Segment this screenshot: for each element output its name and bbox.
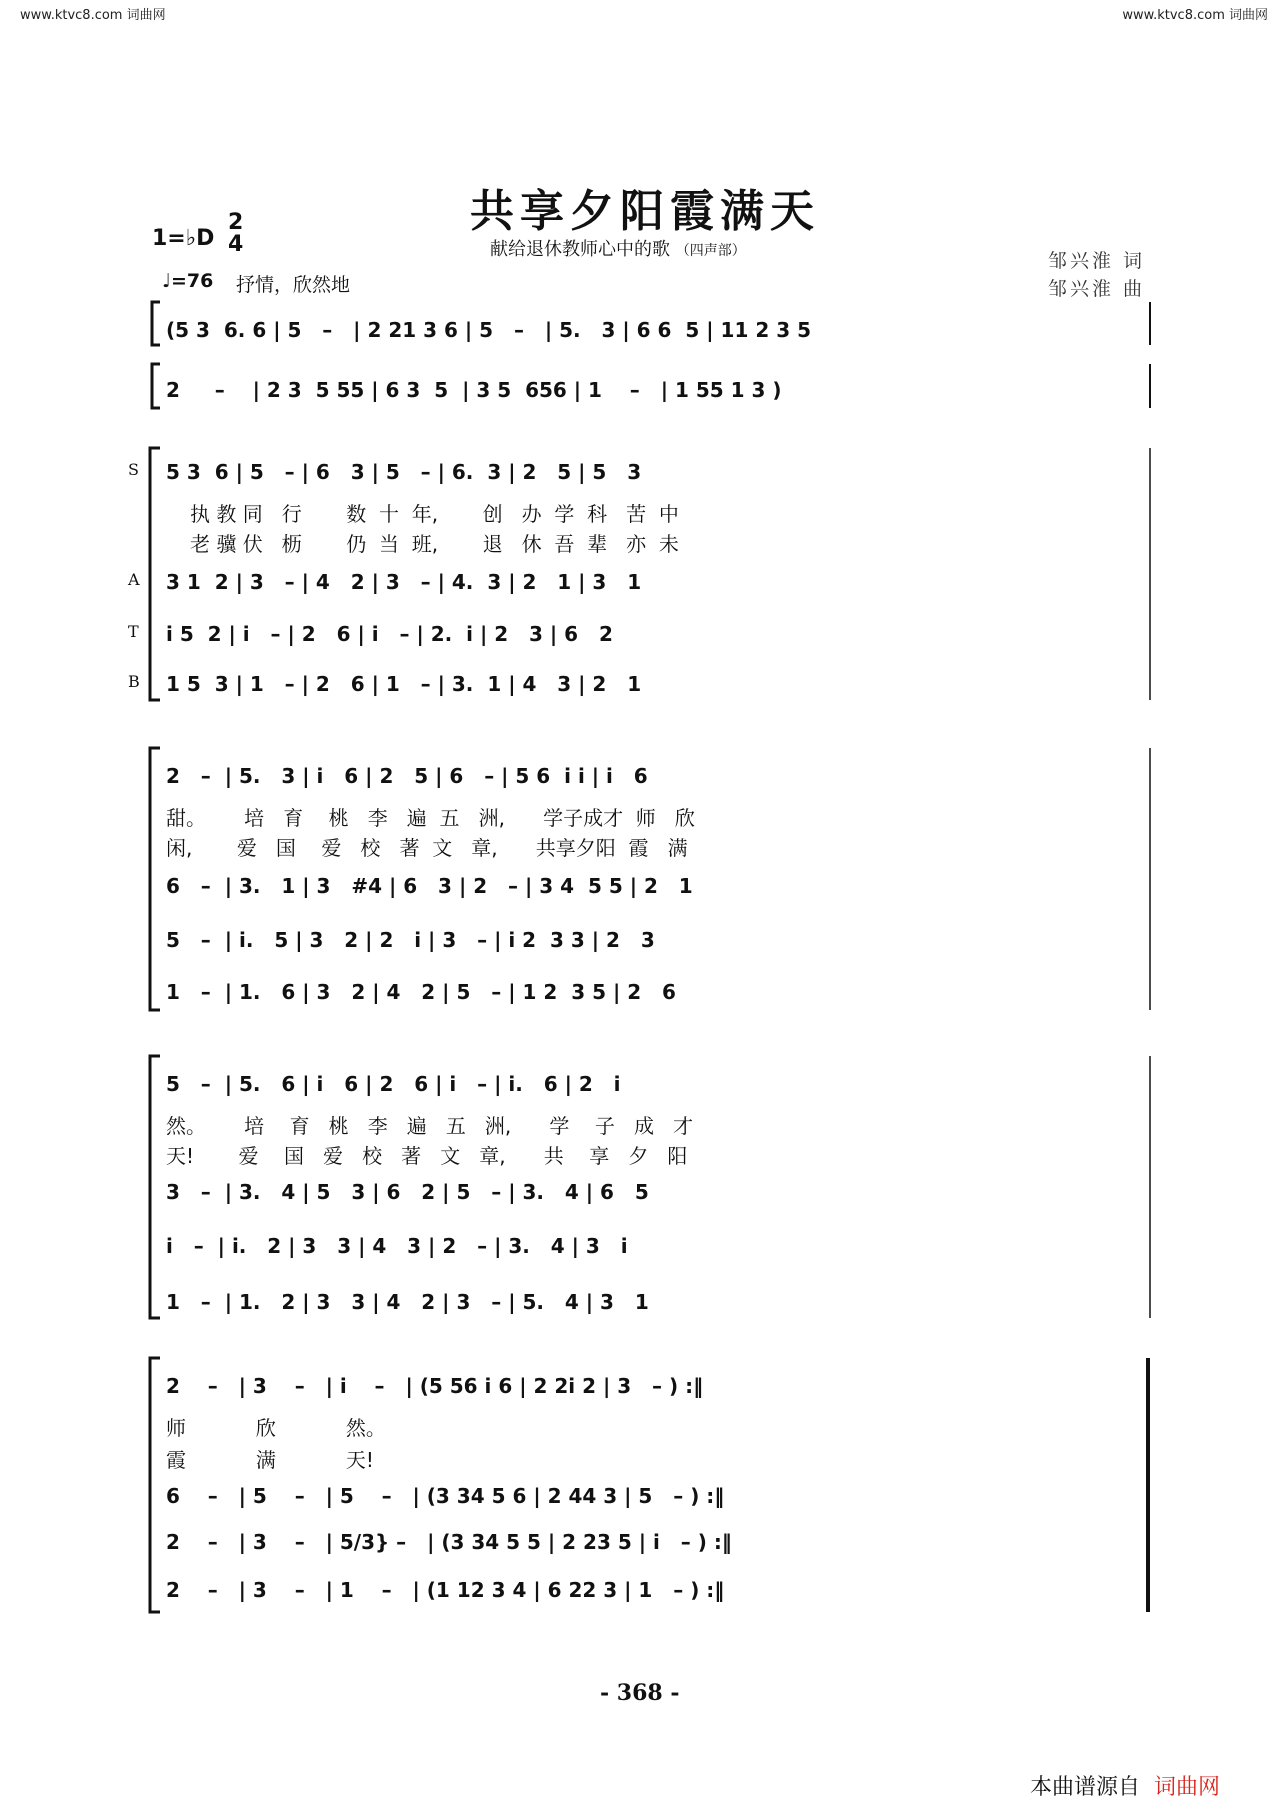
- sys3-bass: 1 – | 1. 2 | 3 3 | 4 2 | 3 – | 5. 4 | 3 1: [166, 1290, 649, 1314]
- expression-mark: 抒情，欣然地: [236, 274, 351, 296]
- song-title: 共享夕阳霞满天: [470, 186, 820, 237]
- sys4-bass: 2 – | 3 – | 1 – | (1 12 3 4 | 6 22 3 | 1 – ) :‖: [166, 1578, 725, 1602]
- composer: 邹兴淮 曲: [1048, 278, 1146, 300]
- sys2-soprano: 2 – | 5. 3 | i 6 | 2 5 | 6 – | 5 6 i i | i 6: [166, 764, 648, 788]
- time-top: 2: [228, 210, 244, 235]
- voice-label-s: S: [128, 460, 139, 479]
- key-signature: 1=♭D: [152, 226, 215, 251]
- sys1-lyrics-verse2: 老 骥 伏 枥 仍 当 班, 退 休 吾 辈 亦 未: [190, 532, 679, 556]
- sys4-lyrics-verse2: 霞 满 天!: [166, 1448, 374, 1472]
- sys3-lyrics-verse1: 然。 培 育 桃 李 遍 五 洲, 学 子 成 才: [166, 1114, 694, 1138]
- time-bottom: 4: [228, 232, 244, 257]
- lyricist: 邹兴淮 词: [1048, 250, 1146, 272]
- watermark-left: www.ktvc8.com 词曲网: [20, 8, 166, 23]
- sys4-lyrics-verse1: 师 欣 然。: [166, 1416, 386, 1440]
- page-number: - 368 -: [600, 1680, 680, 1706]
- voice-label-t: T: [128, 622, 139, 641]
- sys3-lyrics-verse2: 天! 爱 国 爱 校 著 文 章, 共 享 夕 阳: [166, 1144, 688, 1168]
- sys3-alto: 3 – | 3. 4 | 5 3 | 6 2 | 5 – | 3. 4 | 6 5: [166, 1180, 649, 1204]
- sys1-alto: 3 1 2 | 3 – | 4 2 | 3 – | 4. 3 | 2 1 | 3 1: [166, 570, 642, 594]
- sys2-bass: 1 – | 1. 6 | 3 2 | 4 2 | 5 – | 1 2 3 5 | 2 6: [166, 980, 676, 1004]
- sys4-tenor: 2 – | 3 – | 5/3} – | (3 34 5 5 | 2 23 5 | i – ) :‖: [166, 1530, 732, 1554]
- intro-line-2: 2 – | 2 3 5 55 | 6 3 5 | 3 5 656 | 1 – | 1 55 1 3 ): [166, 378, 782, 402]
- sys4-alto: 6 – | 5 – | 5 – | (3 34 5 6 | 2 44 3 | 5 – ) :‖: [166, 1484, 725, 1508]
- footer-source: [1030, 1770, 1220, 1801]
- sys1-soprano: 5 3 6 | 5 – | 6 3 | 5 – | 6. 3 | 2 5 | 5 3: [166, 460, 642, 484]
- sys2-lyrics-verse1: 甜。 培 育 桃 李 遍 五 洲, 学子成才 师 欣: [166, 806, 695, 830]
- footer-brand-link[interactable]: 词曲网: [1154, 1775, 1221, 1800]
- sys2-lyrics-verse2: 闲, 爱 国 爱 校 著 文 章, 共享夕阳 霞 满: [166, 836, 688, 860]
- sys3-soprano: 5 – | 5. 6 | i 6 | 2 6 | i – | i. 6 | 2 i: [166, 1072, 621, 1096]
- intro-line-1: (5 3 6. 6 | 5 – | 2 21 3 6 | 5 – | 5. 3 | 6 6 5 | 11 2 3 5: [166, 318, 811, 342]
- sys2-alto: 6 – | 3. 1 | 3 #4 | 6 3 | 2 – | 3 4 5 5 | 2 1: [166, 874, 693, 898]
- sys4-soprano: 2 – | 3 – | i – | (5 56 i 6 | 2 2i 2 | 3 – ) :‖: [166, 1374, 704, 1398]
- sys1-lyrics-verse1: 执 教 同 行 数 十 年, 创 办 学 科 苦 中: [190, 502, 679, 526]
- subtitle-note: （四声部）: [675, 243, 746, 259]
- watermark-right: www.ktvc8.com 词曲网: [1122, 8, 1268, 23]
- sys3-tenor: i – | i. 2 | 3 3 | 4 3 | 2 – | 3. 4 | 3 i: [166, 1234, 628, 1258]
- sys1-bass: 1 5 3 | 1 – | 2 6 | 1 – | 3. 1 | 4 3 | 2 1: [166, 672, 642, 696]
- voice-label-b: B: [128, 672, 140, 691]
- sys1-tenor: i 5 2 | i – | 2 6 | i – | 2. i | 2 3 | 6 2: [166, 622, 613, 646]
- subtitle-text: 献给退休教师心中的歌: [490, 239, 670, 260]
- footer-source-text: 本曲谱源自: [1030, 1775, 1141, 1800]
- sys2-tenor: 5 – | i. 5 | 3 2 | 2 i | 3 – | i 2 3 3 | 2 3: [166, 928, 655, 952]
- tempo-mark: ♩=76: [162, 270, 214, 292]
- voice-label-a: A: [128, 570, 140, 589]
